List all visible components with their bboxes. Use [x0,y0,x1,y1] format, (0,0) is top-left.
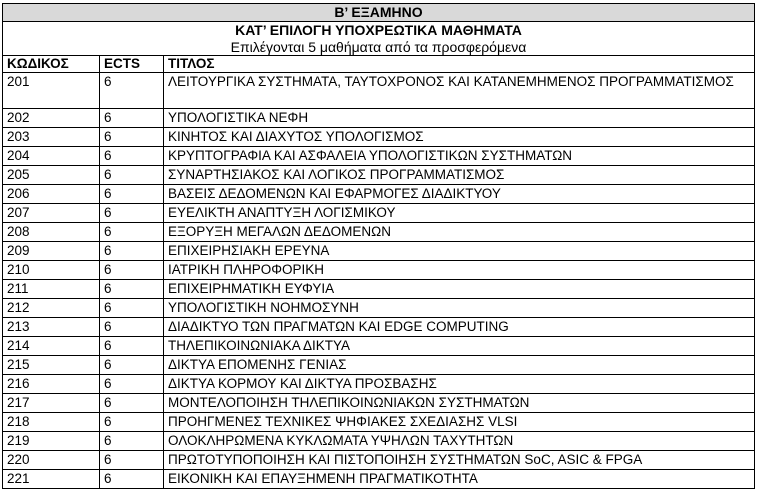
course-title: ΣΥΝΑΡΤΗΣΙΑΚΟΣ ΚΑΙ ΛΟΓΙΚΟΣ ΠΡΟΓΡΑΜΜΑΤΙΣΜΟΣ [164,166,755,185]
table-row [3,356,755,375]
course-ects: 6 [100,299,164,318]
table-row [3,432,755,451]
course-title: ΥΠΟΛΟΓΙΣΤΙΚΗ ΝΟΗΜΟΣΥΝΗ [164,299,755,318]
table-row [3,109,755,128]
course-code: 218 [3,413,100,432]
course-ects: 6 [100,261,164,280]
course-ects: 6 [100,451,164,470]
course-code: 208 [3,223,100,242]
course-ects: 6 [100,432,164,451]
course-code: 205 [3,166,100,185]
table-row [3,242,755,261]
course-ects: 6 [100,413,164,432]
table-row [3,299,755,318]
course-code: 203 [3,128,100,147]
course-ects: 6 [100,394,164,413]
column-header-title: ΤΙΤΛΟΣ [164,56,755,73]
course-ects: 6 [100,204,164,223]
course-title: ΕΙΚΟΝΙΚΗ ΚΑΙ ΕΠΑΥΞΗΜΕΝΗ ΠΡΑΓΜΑΤΙΚΟΤΗΤΑ [164,470,755,489]
column-header-code: ΚΩΔΙΚΟΣ [3,56,100,73]
course-code: 221 [3,470,100,489]
table-row [3,204,755,223]
course-title: ΒΑΣΕΙΣ ΔΕΔΟΜΕΝΩΝ ΚΑΙ ΕΦΑΡΜΟΓΕΣ ΔΙΑΔΙΚΤΥΟΥ [164,185,755,204]
category-subtitle: Επιλέγονται 5 μαθήματα από τα προσφερόμενα [230,39,527,55]
table-row [3,166,755,185]
table-row [3,413,755,432]
course-ects: 6 [100,375,164,394]
course-code: 211 [3,280,100,299]
course-code: 206 [3,185,100,204]
table-row [3,223,755,242]
course-title: ΕΥΕΛΙΚΤΗ ΑΝΑΠΤΥΞΗ ΛΟΓΙΣΜΙΚΟΥ [164,204,755,223]
course-title: ΙΑΤΡΙΚΗ ΠΛΗΡΟΦΟΡΙΚΗ [164,261,755,280]
course-table [2,3,755,489]
table-row [3,337,755,356]
course-ects: 6 [100,280,164,299]
course-ects: 6 [100,242,164,261]
course-ects: 6 [100,337,164,356]
course-code: 210 [3,261,100,280]
course-code: 214 [3,337,100,356]
table-row [3,261,755,280]
course-code: 201 [3,73,100,109]
column-header-ects: ECTS [100,56,164,73]
course-title: ΕΠΙΧΕΙΡΗΜΑΤΙΚΗ ΕΥΦΥΙΑ [164,280,755,299]
course-ects: 6 [100,147,164,166]
column-header-row [3,56,755,73]
course-ects: 6 [100,109,164,128]
table-row [3,147,755,166]
course-title: ΕΞΟΡΥΞΗ ΜΕΓΑΛΩΝ ΔΕΔΟΜΕΝΩΝ [164,223,755,242]
course-ects: 6 [100,318,164,337]
course-title: ΚΙΝΗΤΟΣ ΚΑΙ ΔΙΑΧΥΤΟΣ ΥΠΟΛΟΓΙΣΜΟΣ [164,128,755,147]
course-title: ΕΠΙΧΕΙΡΗΣΙΑΚΗ ΕΡΕΥΝΑ [164,242,755,261]
table-row [3,394,755,413]
course-code: 216 [3,375,100,394]
table-row [3,185,755,204]
course-code: 209 [3,242,100,261]
table-row [3,73,755,109]
course-ects: 6 [100,128,164,147]
category-title: ΚΑΤ’ ΕΠΙΛΟΓΗ ΥΠΟΧΡΕΩΤΙΚΑ ΜΑΘΗΜΑΤΑ [235,22,522,38]
course-title: ΔΙΑΔΙΚΤΥΟ ΤΩΝ ΠΡΑΓΜΑΤΩΝ ΚΑΙ EDGE COMPUTING [164,318,755,337]
table-row [3,470,755,489]
table-row [3,375,755,394]
course-title: ΚΡΥΠΤΟΓΡΑΦΙΑ ΚΑΙ ΑΣΦΑΛΕΙΑ ΥΠΟΛΟΓΙΣΤΙΚΩΝ ΣΥΣΤΗΜΑΤΩΝ [164,147,755,166]
course-title: ΔΙΚΤΥΑ ΕΠΟΜΕΝΗΣ ΓΕΝΙΑΣ [164,356,755,375]
course-code: 204 [3,147,100,166]
course-code: 220 [3,451,100,470]
course-ects: 6 [100,356,164,375]
course-code: 207 [3,204,100,223]
course-title: ΠΡΟΗΓΜΕΝΕΣ ΤΕΧΝΙΚΕΣ ΨΗΦΙΑΚΕΣ ΣΧΕΔΙΑΣΗΣ VLSI [164,413,755,432]
course-code: 215 [3,356,100,375]
course-ects: 6 [100,166,164,185]
table-row [3,128,755,147]
course-table-container [2,3,754,489]
table-row [3,451,755,470]
course-title: ΥΠΟΛΟΓΙΣΤΙΚΑ ΝΕΦΗ [164,109,755,128]
category-header [3,22,755,56]
course-code: 213 [3,318,100,337]
course-code: 217 [3,394,100,413]
table-row [3,280,755,299]
course-title: ΠΡΩΤΟΤΥΠΟΠΟΙΗΣΗ ΚΑΙ ΠΙΣΤΟΠΟΙΗΣΗ ΣΥΣΤΗΜΑΤΩΝ SoC, ASIC & FPGA [164,451,755,470]
course-code: 219 [3,432,100,451]
course-ects: 6 [100,223,164,242]
course-ects: 6 [100,185,164,204]
semester-title: Β’ ΕΞΑΜΗΝΟ [3,4,755,22]
course-title: ΟΛΟΚΛΗΡΩΜΕΝΑ ΚΥΚΛΩΜΑΤΑ ΥΨΗΛΩΝ ΤΑΧΥΤΗΤΩΝ [164,432,755,451]
course-ects: 6 [100,73,164,109]
course-title: ΜΟΝΤΕΛΟΠΟΙΗΣΗ ΤΗΛΕΠΙΚΟΙΝΩΝΙΑΚΩΝ ΣΥΣΤΗΜΑΤΩΝ [164,394,755,413]
course-code: 212 [3,299,100,318]
course-title: ΤΗΛΕΠΙΚΟΙΝΩΝΙΑΚΑ ΔΙΚΤΥΑ [164,337,755,356]
course-ects: 6 [100,470,164,489]
course-code: 202 [3,109,100,128]
table-row [3,318,755,337]
course-title: ΔΙΚΤΥΑ ΚΟΡΜΟΥ ΚΑΙ ΔΙΚΤΥΑ ΠΡΟΣΒΑΣΗΣ [164,375,755,394]
semester-header-row [3,4,755,22]
course-title: ΛΕΙΤΟΥΡΓΙΚΑ ΣΥΣΤΗΜΑΤΑ, ΤΑΥΤΟΧΡΟΝΟΣ ΚΑΙ ΚΑΤΑΝΕΜΗΜΕΝΟΣ ΠΡΟΓΡΑΜΜΑΤΙΣΜΟΣ [164,73,755,109]
category-header-row [3,22,755,56]
